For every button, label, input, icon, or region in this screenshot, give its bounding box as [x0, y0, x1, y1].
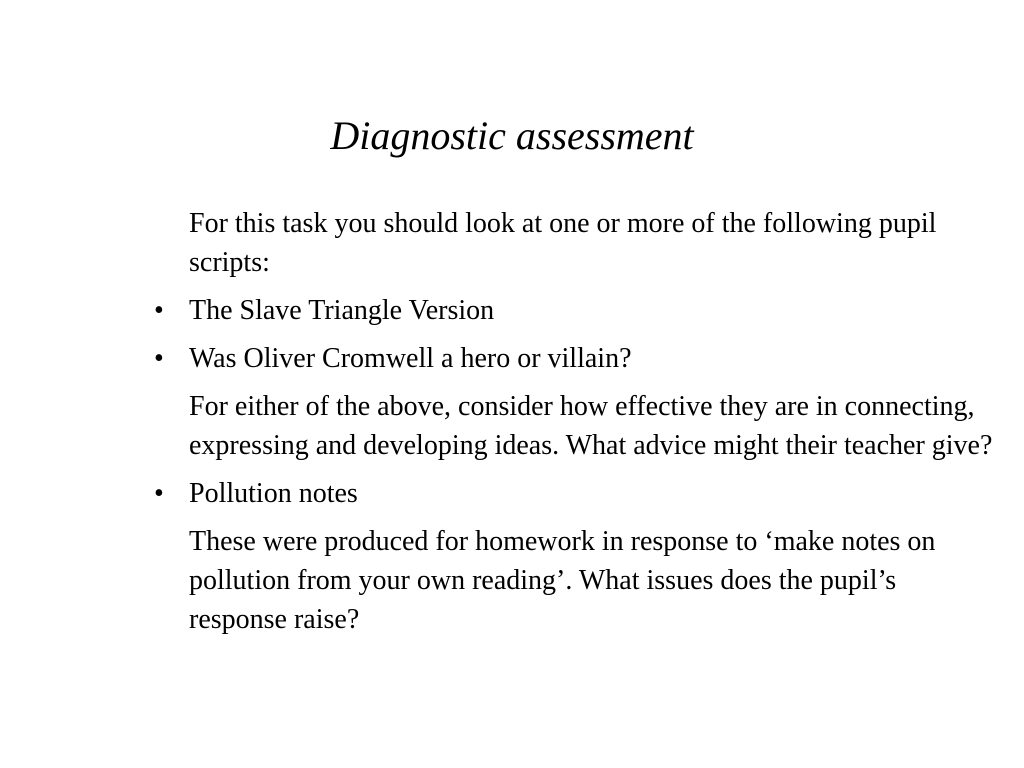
- paragraph-text: For this task you should look at one or more of the following pupil scripts:: [189, 208, 937, 278]
- bullet-text: Pollution notes: [189, 478, 358, 509]
- slide-body: [150, 204, 1000, 648]
- bullet-icon: •: [154, 295, 164, 326]
- effectiveness-paragraph: [150, 387, 1000, 465]
- bullet-text: Was Oliver Cromwell a hero or villain?: [189, 343, 632, 374]
- homework-paragraph: [150, 522, 1000, 639]
- bullet-text: The Slave Triangle Version: [189, 295, 495, 326]
- bullet-item-slave-triangle: [150, 291, 1000, 330]
- bullet-icon: •: [154, 343, 164, 374]
- slide-title: Diagnostic assessment: [330, 113, 694, 158]
- intro-paragraph: [150, 204, 1000, 282]
- bullet-item-oliver-cromwell: [150, 339, 1000, 378]
- bullet-item-pollution-notes: [150, 474, 1000, 513]
- paragraph-text: These were produced for homework in response to ‘make notes on pollution from your own reading’. What issues does the pupil’s response raise?: [189, 526, 936, 635]
- paragraph-text: For either of the above, consider how effective they are in connecting, expressing and developing ideas. What advice might their teacher give?: [189, 391, 993, 461]
- bullet-icon: •: [154, 478, 164, 509]
